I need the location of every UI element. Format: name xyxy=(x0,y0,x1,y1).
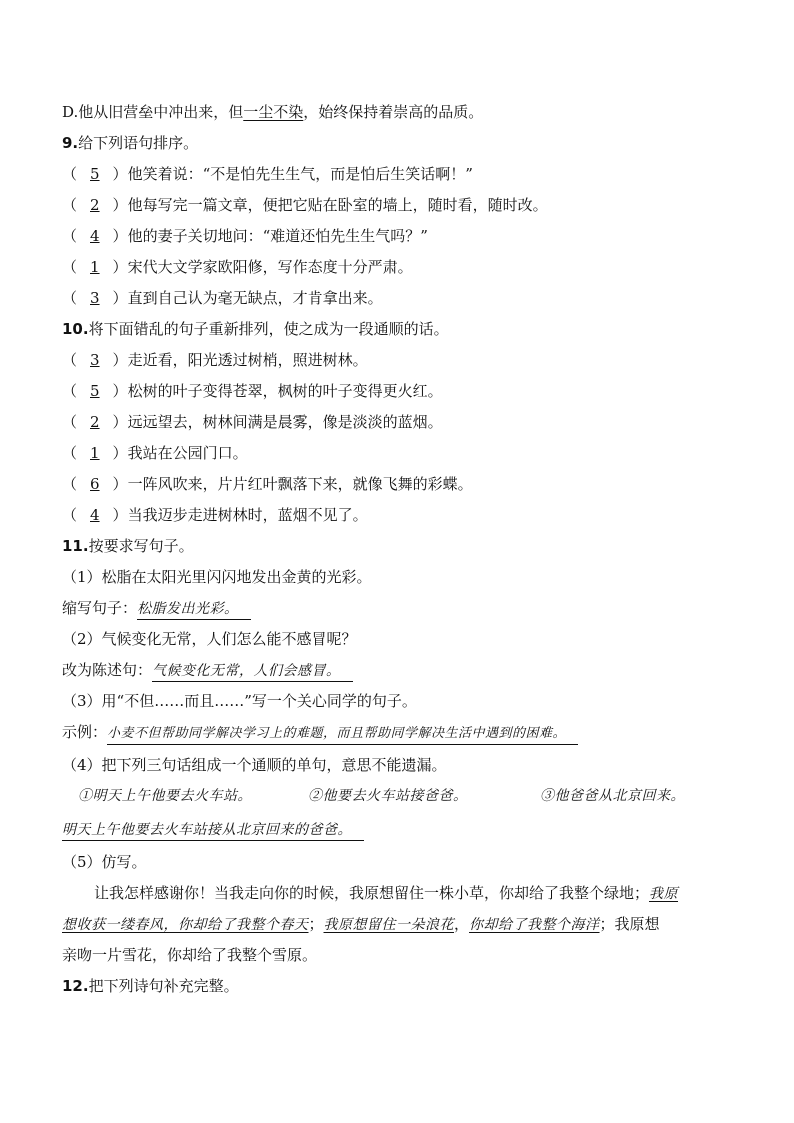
q10-answer-3: 2 xyxy=(90,413,100,431)
q10-item-5: （ 6 ）一阵风吹来，片片红叶飘落下来，就像飞舞的彩蝶。 xyxy=(62,475,473,493)
q11-part3-answer-line: 示例：小麦不但帮助同学解决学习上的难题，而且帮助同学解决生活中遇到的困难。 xyxy=(62,722,578,745)
q11-part1: （1）松脂在太阳光里闪闪地发出金黄的光彩。 xyxy=(62,568,372,586)
q10-answer-5: 6 xyxy=(90,475,100,493)
q10-answer-6: 4 xyxy=(90,506,100,524)
q11-part5-answer-c: 我原想留住一朵浪花 xyxy=(323,917,455,933)
q11-part1-answer: 松脂发出光彩。 xyxy=(137,599,251,620)
q11-part4-option-3: ③他爸爸从北京回来。 xyxy=(540,788,685,804)
q11-part4-answer: 明天上午他要去火车站接从北京回来的爸爸。 xyxy=(62,820,364,841)
q11-part3: （3）用“不但……而且……”写一个关心同学的句子。 xyxy=(62,692,417,710)
q11-part5-line-1: 让我怎样感谢你！当我走向你的时候，我原想留住一株小草，你却给了我整个绿地；我原 xyxy=(94,884,679,902)
q9-answer-1: 5 xyxy=(90,165,100,183)
q10-title: 10.将下面错乱的句子重新排列，使之成为一段通顺的话。 xyxy=(62,320,449,338)
q11-part1-answer-line: 缩写句子：松脂发出光彩。 xyxy=(62,598,251,620)
q10-item-2: （ 5 ）松树的叶子变得苍翠，枫树的叶子变得更火红。 xyxy=(62,382,443,400)
q9-answer-3: 4 xyxy=(90,227,100,245)
q11-part3-answer: 小麦不但帮助同学解决学习上的难题，而且帮助同学解决生活中遇到的困难。 xyxy=(107,724,578,745)
q11-part2-answer: 气候变化无常，人们会感冒。 xyxy=(152,661,353,682)
q11-part5: （5）仿写。 xyxy=(62,853,147,871)
q9-item-2: （ 2 ）他每写完一篇文章，便把它贴在卧室的墙上，随时看，随时改。 xyxy=(62,196,548,214)
q11-part5-answer-d: 你却给了我整个海洋 xyxy=(469,917,600,933)
q8-option-d: D.他从旧营垒中冲出来，但一尘不染，始终保持着崇高的品质。 xyxy=(62,103,484,121)
q10-item-6: （ 4 ）当我迈步走进树林时，蓝烟不见了。 xyxy=(62,506,368,524)
q9-item-5: （ 3 ）直到自己认为毫无缺点，才肯拿出来。 xyxy=(62,289,383,307)
q9-answer-4: 1 xyxy=(90,258,100,276)
q9-item-1: （ 5 ）他笑着说：“不是怕先生生气，而是怕后生笑话啊！” xyxy=(62,165,473,183)
q12-title: 12.把下列诗句补充完整。 xyxy=(62,977,239,995)
q10-item-4: （ 1 ）我站在公园门口。 xyxy=(62,444,248,462)
q8-underlined-word: 一尘不染 xyxy=(243,103,304,121)
q9-item-3: （ 4 ）他的妻子关切地问：“难道还怕先生生气吗？” xyxy=(62,227,428,245)
q10-answer-1: 3 xyxy=(90,351,100,369)
q10-item-1: （ 3 ）走近看，阳光透过树梢，照进树林。 xyxy=(62,351,368,369)
q11-part4-option-2: ②他要去火车站接爸爸。 xyxy=(308,788,468,804)
q11-part4: （4）把下列三句话组成一个通顺的单句，意思不能遗漏。 xyxy=(62,756,447,774)
q9-item-4: （ 1 ）宋代大文学家欧阳修，写作态度十分严肃。 xyxy=(62,258,413,276)
q9-answer-2: 2 xyxy=(90,196,100,214)
q10-item-3: （ 2 ）远远望去，树林间满是晨雾，像是淡淡的蓝烟。 xyxy=(62,413,443,431)
q11-part2-answer-line: 改为陈述句：气候变化无常，人们会感冒。 xyxy=(62,660,353,682)
q11-part5-answer-b: 你却给了我整个春天 xyxy=(178,917,309,933)
q11-part2: （2）气候变化无常，人们怎么能不感冒呢？ xyxy=(62,630,357,648)
q11-title: 11.按要求写句子。 xyxy=(62,537,194,555)
q11-part5-line-3: 亲吻一片雪花，你却给了我整个雪原。 xyxy=(62,946,318,964)
q11-part4-option-1: ①明天上午他要去火车站。 xyxy=(78,788,252,804)
q11-part4-answer-line xyxy=(62,819,364,841)
q10-answer-4: 1 xyxy=(90,444,100,462)
q11-part4-options xyxy=(0,786,794,806)
q9-answer-5: 3 xyxy=(90,289,100,307)
q10-answer-2: 5 xyxy=(90,382,100,400)
q11-part5-answer-a: 我原 xyxy=(649,886,679,902)
q11-part5-line-2: 想收获一缕春风，你却给了我整个春天；我原想留住一朵浪花，你却给了我整个海洋；我原想 xyxy=(62,915,660,933)
q9-title: 9.给下列语句排序。 xyxy=(62,134,199,152)
